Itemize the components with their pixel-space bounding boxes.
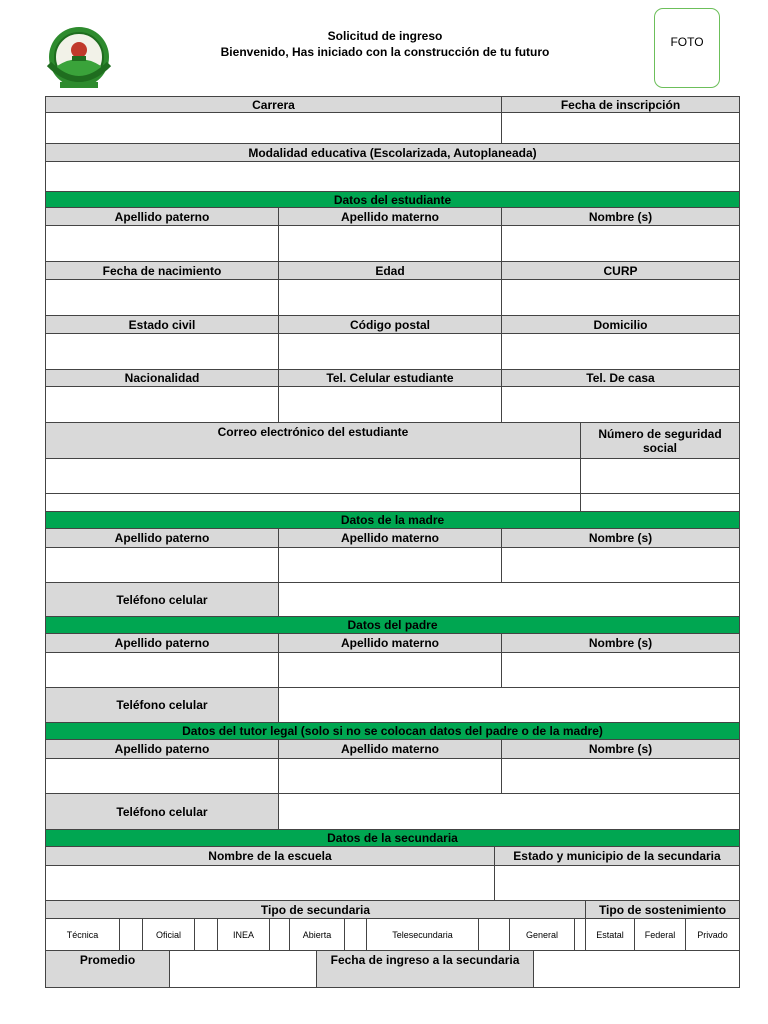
tipo-tecnica-label: Técnica xyxy=(45,918,120,951)
madre-nombre-field[interactable] xyxy=(501,547,740,583)
promedio-label: Promedio xyxy=(45,950,170,988)
modalidad-field[interactable] xyxy=(45,161,740,192)
fecha-nacimiento-field[interactable] xyxy=(45,279,279,316)
correo-field[interactable] xyxy=(45,458,581,494)
fecha-ingreso-secundaria-field[interactable] xyxy=(533,950,740,988)
tutor-apellido-paterno-field[interactable] xyxy=(45,758,279,794)
section-padre: Datos del padre xyxy=(45,616,740,634)
carrera-label: Carrera xyxy=(45,96,502,113)
padre-apellido-materno-field[interactable] xyxy=(278,652,502,688)
tipo-abierta-checkbox[interactable] xyxy=(344,918,367,951)
tutor-nombre-field[interactable] xyxy=(501,758,740,794)
madre-telefono-label: Teléfono celular xyxy=(45,582,279,617)
promedio-field[interactable] xyxy=(169,950,317,988)
tipo-abierta-label: Abierta xyxy=(289,918,345,951)
tel-casa-label: Tel. De casa xyxy=(501,369,740,387)
tipo-general-label: General xyxy=(509,918,575,951)
fecha-inscripcion-label: Fecha de inscripción xyxy=(501,96,740,113)
est-nombre-field[interactable] xyxy=(501,225,740,262)
tipo-sostenimiento-label: Tipo de sostenimiento xyxy=(585,900,740,919)
codigo-postal-field[interactable] xyxy=(278,333,502,370)
curp-field[interactable] xyxy=(501,279,740,316)
nss-field[interactable] xyxy=(580,458,740,494)
madre-apellido-paterno-field[interactable] xyxy=(45,547,279,583)
tutor-telefono-field[interactable] xyxy=(278,793,740,830)
section-madre: Datos de la madre xyxy=(45,511,740,529)
tutor-nombre-label: Nombre (s) xyxy=(501,739,740,759)
correo-extra-field[interactable] xyxy=(45,493,581,512)
nombre-escuela-label: Nombre de la escuela xyxy=(45,846,495,866)
sostenimiento-privado-option[interactable]: Privado xyxy=(685,918,740,951)
estado-municipio-label: Estado y municipio de la secundaria xyxy=(494,846,740,866)
est-apellido-paterno-field[interactable] xyxy=(45,225,279,262)
edad-field[interactable] xyxy=(278,279,502,316)
fecha-ingreso-secundaria-label: Fecha de ingreso a la secundaria xyxy=(316,950,534,988)
nacionalidad-label: Nacionalidad xyxy=(45,369,279,387)
curp-label: CURP xyxy=(501,261,740,280)
sostenimiento-federal-option[interactable]: Federal xyxy=(634,918,686,951)
tipo-telesecundaria-checkbox[interactable] xyxy=(478,918,510,951)
codigo-postal-label: Código postal xyxy=(278,315,502,334)
est-apellido-materno-field[interactable] xyxy=(278,225,502,262)
section-tutor: Datos del tutor legal (solo si no se colocan datos del padre o de la madre) xyxy=(45,722,740,740)
school-logo-icon xyxy=(44,24,114,94)
tipo-inea-checkbox[interactable] xyxy=(269,918,290,951)
madre-apellido-paterno-label: Apellido paterno xyxy=(45,528,279,548)
padre-nombre-field[interactable] xyxy=(501,652,740,688)
tel-celular-estudiante-field[interactable] xyxy=(278,386,502,423)
padre-apellido-materno-label: Apellido materno xyxy=(278,633,502,653)
form-subtitle: Bienvenido, Has iniciado con la construcción de tu futuro xyxy=(220,45,550,59)
nacionalidad-field[interactable] xyxy=(45,386,279,423)
madre-apellido-materno-label: Apellido materno xyxy=(278,528,502,548)
est-apellido-paterno-label: Apellido paterno xyxy=(45,207,279,226)
tutor-apellido-paterno-label: Apellido paterno xyxy=(45,739,279,759)
domicilio-field[interactable] xyxy=(501,333,740,370)
tutor-telefono-label: Teléfono celular xyxy=(45,793,279,830)
nss-extra-field[interactable] xyxy=(580,493,740,512)
carrera-field[interactable] xyxy=(45,112,502,144)
est-nombre-label: Nombre (s) xyxy=(501,207,740,226)
section-estudiante: Datos del estudiante xyxy=(45,191,740,208)
nss-label: Número de seguridad social xyxy=(580,422,740,459)
padre-nombre-label: Nombre (s) xyxy=(501,633,740,653)
padre-apellido-paterno-field[interactable] xyxy=(45,652,279,688)
form-title: Solicitud de ingreso xyxy=(327,29,443,43)
tipo-oficial-checkbox[interactable] xyxy=(194,918,218,951)
tipo-inea-label: INEA xyxy=(217,918,270,951)
tutor-apellido-materno-field[interactable] xyxy=(278,758,502,794)
padre-telefono-field[interactable] xyxy=(278,687,740,723)
est-apellido-materno-label: Apellido materno xyxy=(278,207,502,226)
tel-casa-field[interactable] xyxy=(501,386,740,423)
tipo-tecnica-checkbox[interactable] xyxy=(119,918,143,951)
modalidad-label: Modalidad educativa (Escolarizada, Autoplaneada) xyxy=(45,143,740,162)
sostenimiento-estatal-option[interactable]: Estatal xyxy=(585,918,635,951)
madre-apellido-materno-field[interactable] xyxy=(278,547,502,583)
fecha-inscripcion-field[interactable] xyxy=(501,112,740,144)
fecha-nacimiento-label: Fecha de nacimiento xyxy=(45,261,279,280)
estado-civil-label: Estado civil xyxy=(45,315,279,334)
tipo-oficial-label: Oficial xyxy=(142,918,195,951)
photo-box: FOTO xyxy=(654,8,720,88)
nombre-escuela-field[interactable] xyxy=(45,865,495,901)
padre-apellido-paterno-label: Apellido paterno xyxy=(45,633,279,653)
estado-municipio-field[interactable] xyxy=(494,865,740,901)
tipo-secundaria-label: Tipo de secundaria xyxy=(45,900,586,919)
padre-telefono-label: Teléfono celular xyxy=(45,687,279,723)
edad-label: Edad xyxy=(278,261,502,280)
correo-label: Correo electrónico del estudiante xyxy=(45,422,581,459)
madre-nombre-label: Nombre (s) xyxy=(501,528,740,548)
tel-celular-estudiante-label: Tel. Celular estudiante xyxy=(278,369,502,387)
tipo-telesecundaria-label: Telesecundaria xyxy=(366,918,479,951)
tutor-apellido-materno-label: Apellido materno xyxy=(278,739,502,759)
estado-civil-field[interactable] xyxy=(45,333,279,370)
domicilio-label: Domicilio xyxy=(501,315,740,334)
section-secundaria: Datos de la secundaria xyxy=(45,829,740,847)
madre-telefono-field[interactable] xyxy=(278,582,740,617)
